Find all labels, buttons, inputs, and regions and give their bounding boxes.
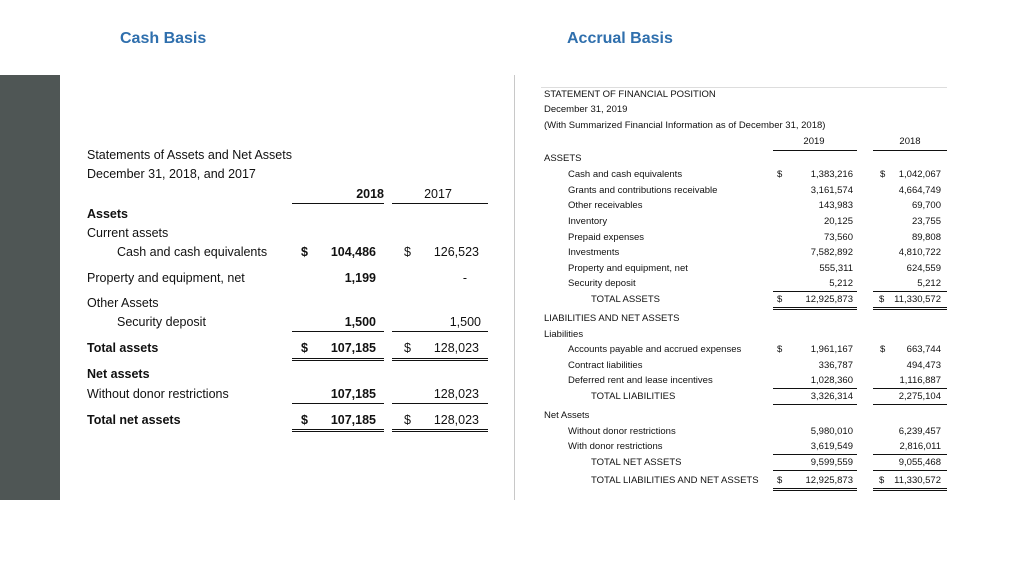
- accrual-col-2018: 2018: [899, 136, 921, 147]
- cash-equiv-currency-2018: $: [301, 245, 308, 259]
- accrual-liability-2019: 336,787: [818, 360, 853, 371]
- cash-without-donor-2017: 128,023: [433, 387, 479, 401]
- accrual-asset-2019: 20,125: [823, 216, 853, 227]
- cash-assets-label: Assets: [87, 207, 128, 221]
- cash-subtotal-rule-2017: [392, 331, 488, 332]
- cash-title-line2: December 31, 2018, and 2017: [87, 167, 256, 181]
- cash-total-assets-currency-2018: $: [301, 341, 308, 355]
- accrual-total-assets-2019: 12,925,873: [805, 294, 853, 305]
- cash-basis-statement: [87, 147, 497, 447]
- cash-total-net-currency-2018: $: [301, 413, 308, 427]
- accrual-total-liab-net-rule-2019: [773, 488, 857, 491]
- cash-total-net-rule-2017: [392, 429, 488, 432]
- cash-without-donor-label: Without donor restrictions: [87, 387, 229, 401]
- cash-total-net-currency-2017: $: [404, 413, 411, 427]
- cash-without-donor-2018: 107,185: [330, 387, 376, 401]
- accrual-title-line2: December 31, 2019: [544, 104, 628, 115]
- accrual-net-subtotal-rule-2018: [873, 454, 947, 455]
- accrual-liability-label: Contract liabilities: [568, 360, 643, 371]
- accrual-liability-2018: 494,473: [906, 360, 941, 371]
- accrual-assets-subtotal-rule-2018: [873, 291, 947, 292]
- accrual-liability-2018: 1,116,887: [899, 375, 941, 386]
- accrual-asset-2018: 89,808: [911, 232, 941, 243]
- accrual-liabilities-header: Liabilities: [544, 329, 584, 340]
- cash-basis-heading: Cash Basis: [120, 30, 207, 47]
- cash-total-assets-rule-2018: [292, 358, 384, 361]
- accrual-total-liab-rule-2018: [873, 404, 947, 405]
- accrual-total-assets-2018: 11,330,572: [894, 294, 941, 305]
- accrual-asset-label: Prepaid expenses: [568, 232, 645, 243]
- accrual-net-asset-label: Without donor restrictions: [568, 426, 676, 437]
- accrual-liability-label: Accounts payable and accrued expenses: [568, 344, 742, 355]
- accrual-net-asset-2018: 6,239,457: [898, 426, 941, 437]
- cash-ppe-2018: 1,199: [344, 271, 376, 285]
- accrual-net-asset-2019: 3,619,549: [810, 441, 853, 452]
- accrual-asset-label: Other receivables: [568, 200, 643, 211]
- cash-total-net-assets-label: Total net assets: [87, 413, 181, 427]
- accrual-asset-label: Grants and contributions receivable: [568, 185, 718, 196]
- accrual-col-2018-rule: [873, 150, 947, 151]
- accrual-title-line1: STATEMENT OF FINANCIAL POSITION: [544, 89, 716, 100]
- accrual-total-liabilities-label: TOTAL LIABILITIES: [591, 391, 676, 402]
- accrual-asset-2019: 555,311: [819, 263, 853, 274]
- accrual-total-liabilities-2018: 2,275,104: [898, 391, 941, 402]
- accrual-asset-label: Property and equipment, net: [568, 263, 688, 274]
- accrual-assets-header: ASSETS: [544, 153, 582, 164]
- cash-total-net-assets-2017: 128,023: [433, 413, 479, 427]
- cash-col-2017: 2017: [424, 187, 452, 201]
- accrual-asset-2018: 69,700: [911, 200, 941, 211]
- accrual-total-liab-net-currency-2018: $: [879, 475, 885, 486]
- cash-security-deposit-label: Security deposit: [117, 315, 206, 329]
- cash-net-subtotal-rule-2017: [392, 403, 488, 404]
- accrual-asset-label: Security deposit: [568, 278, 636, 289]
- cash-total-assets-currency-2017: $: [404, 341, 411, 355]
- cash-total-assets-2017: 128,023: [433, 341, 479, 355]
- cash-total-net-assets-2018: 107,185: [330, 413, 376, 427]
- accrual-total-net-assets-2018: 9,055,468: [898, 457, 941, 468]
- accrual-asset-2018: 23,755: [911, 216, 941, 227]
- accrual-asset-currency-2018: $: [880, 169, 886, 180]
- accrual-total-liab-net-rule-2018: [873, 488, 947, 491]
- cash-net-subtotal-rule-2018: [292, 403, 384, 404]
- accrual-net-assets-header: Net Assets: [544, 410, 590, 421]
- cash-total-assets-rule-2017: [392, 358, 488, 361]
- accrual-title-line3: (With Summarized Financial Information as of December 31, 2018): [544, 120, 826, 131]
- accrual-basis-statement: [541, 85, 951, 495]
- accrual-total-net-assets-label: TOTAL NET ASSETS: [591, 457, 682, 468]
- accrual-total-assets-label: TOTAL ASSETS: [591, 294, 660, 305]
- cash-security-deposit-2018: 1,500: [344, 315, 376, 329]
- accrual-total-liab-net-2019: 12,925,873: [805, 475, 853, 486]
- accrual-total-liab-rule-2019: [773, 404, 857, 405]
- accrual-total-net-rule-2019: [773, 470, 857, 471]
- accrual-liab-net-header: LIABILITIES AND NET ASSETS: [544, 313, 680, 324]
- cash-col-2018: 2018: [356, 187, 384, 201]
- accrual-asset-label: Inventory: [568, 216, 608, 227]
- accrual-net-asset-label: With donor restrictions: [568, 441, 663, 452]
- accrual-total-liabilities-2019: 3,326,314: [810, 391, 853, 402]
- cash-equiv-2018: 104,486: [330, 245, 376, 259]
- cash-equiv-2017: 126,523: [433, 245, 479, 259]
- accrual-basis-heading: Accrual Basis: [567, 30, 673, 47]
- accrual-liab-subtotal-rule-2018: [873, 388, 947, 389]
- accrual-liability-2018: 663,744: [906, 344, 941, 355]
- side-accent-bar: [0, 75, 60, 500]
- accrual-total-net-rule-2018: [873, 470, 947, 471]
- cash-total-assets-2018: 107,185: [330, 341, 376, 355]
- accrual-total-assets-currency-2019: $: [777, 294, 783, 305]
- column-divider: [514, 75, 515, 500]
- accrual-liability-2019: 1,961,167: [810, 344, 853, 355]
- accrual-total-liab-net-label: TOTAL LIABILITIES AND NET ASSETS: [591, 475, 759, 486]
- accrual-asset-label: Cash and cash equivalents: [568, 169, 683, 180]
- accrual-asset-2019: 73,560: [823, 232, 853, 243]
- accrual-total-liab-net-2018: 11,330,572: [894, 475, 941, 486]
- cash-col-2017-rule: [392, 203, 488, 204]
- accrual-asset-2018: 4,810,722: [898, 247, 941, 258]
- accrual-net-asset-2018: 2,816,011: [899, 441, 941, 452]
- cash-equiv-label: Cash and cash equivalents: [117, 245, 268, 259]
- cash-title-line1: Statements of Assets and Net Assets: [87, 148, 292, 162]
- cash-total-net-rule-2018: [292, 429, 384, 432]
- accrual-asset-2019: 7,582,892: [810, 247, 853, 258]
- accrual-total-net-assets-2019: 9,599,559: [810, 457, 853, 468]
- accrual-total-assets-rule-2019: [773, 307, 857, 310]
- accrual-asset-2019: 3,161,574: [810, 185, 853, 196]
- accrual-liab-subtotal-rule-2019: [773, 388, 857, 389]
- cash-equiv-currency-2017: $: [404, 245, 411, 259]
- accrual-liability-2019: 1,028,360: [810, 375, 853, 386]
- accrual-asset-currency-2019: $: [777, 169, 783, 180]
- cash-other-assets-label: Other Assets: [87, 296, 159, 310]
- accrual-liability-currency-2019: $: [777, 344, 783, 355]
- accrual-col-2019-rule: [773, 150, 857, 151]
- cash-subtotal-rule-2018: [292, 331, 384, 332]
- accrual-total-liab-net-currency-2019: $: [777, 475, 783, 486]
- accrual-asset-2019: 1,383,216: [810, 169, 853, 180]
- accrual-col-2019: 2019: [803, 136, 825, 147]
- accrual-asset-2018: 5,212: [917, 278, 941, 289]
- accrual-total-assets-rule-2018: [873, 307, 947, 310]
- accrual-top-rule: [541, 87, 947, 88]
- accrual-asset-label: Investments: [568, 247, 620, 258]
- cash-total-assets-label: Total assets: [87, 341, 159, 355]
- accrual-asset-2018: 4,664,749: [898, 185, 941, 196]
- cash-net-assets-label: Net assets: [87, 367, 150, 381]
- accrual-asset-2019: 143,983: [818, 200, 853, 211]
- accrual-net-asset-2019: 5,980,010: [810, 426, 853, 437]
- accrual-asset-2018: 1,042,067: [898, 169, 941, 180]
- accrual-net-subtotal-rule-2019: [773, 454, 857, 455]
- cash-security-deposit-2017: 1,500: [449, 315, 481, 329]
- cash-ppe-2017: -: [462, 271, 467, 285]
- accrual-assets-subtotal-rule-2019: [773, 291, 857, 292]
- accrual-asset-2019: 5,212: [829, 278, 853, 289]
- accrual-asset-2018: 624,559: [906, 263, 941, 274]
- accrual-liability-currency-2018: $: [880, 344, 886, 355]
- accrual-total-assets-currency-2018: $: [879, 294, 885, 305]
- cash-current-assets-label: Current assets: [87, 226, 169, 240]
- cash-col-2018-rule: [292, 203, 384, 204]
- cash-ppe-label: Property and equipment, net: [87, 271, 245, 285]
- accrual-liability-label: Deferred rent and lease incentives: [568, 375, 713, 386]
